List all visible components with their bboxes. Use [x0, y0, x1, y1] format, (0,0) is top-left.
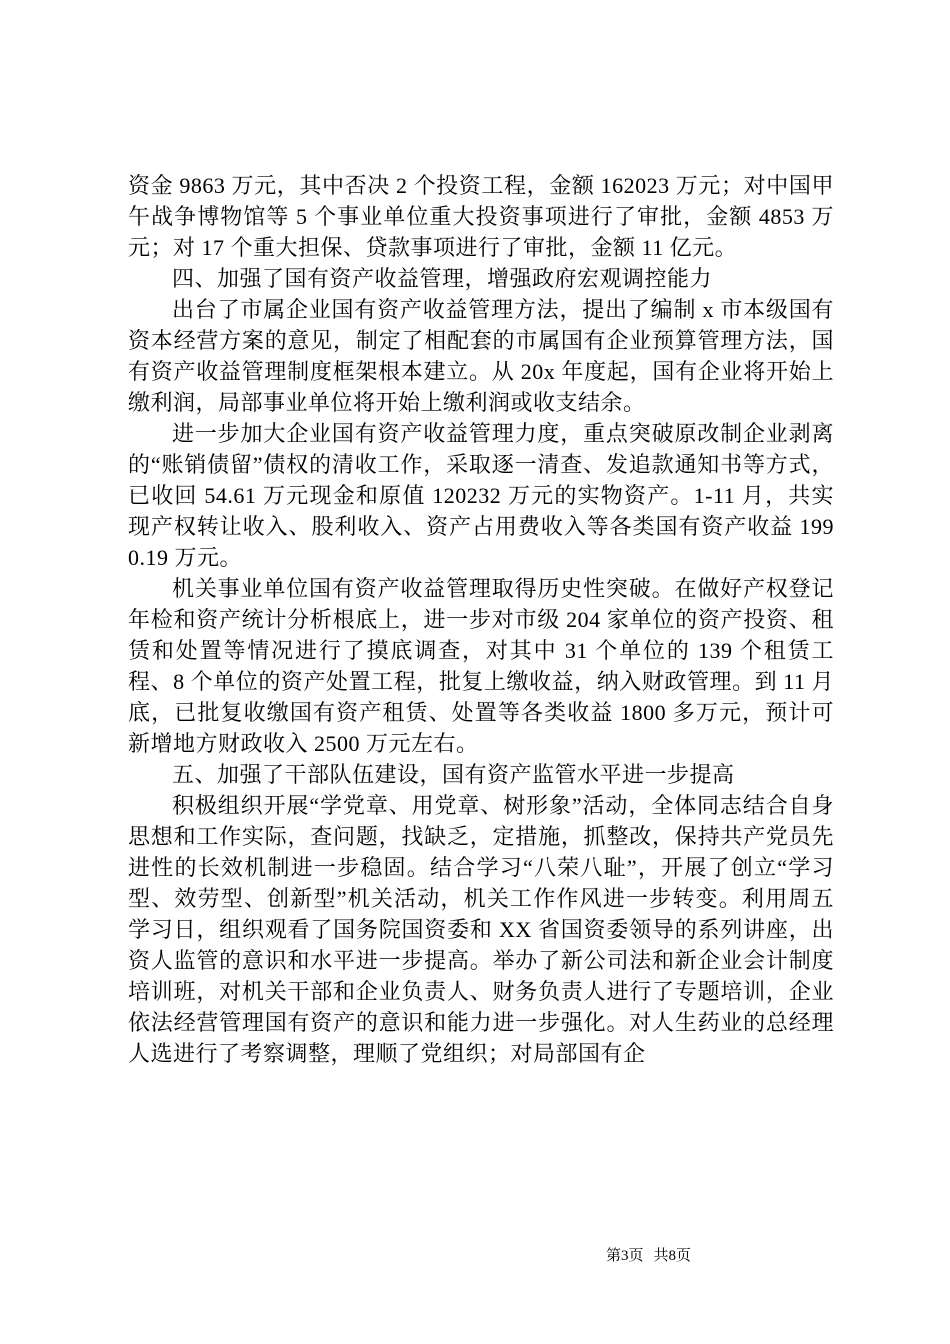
section-heading: 四、加强了国有资产收益管理，增强政府宏观调控能力 [172, 266, 713, 291]
paragraph: 进一步加大企业国有资产收益管理力度，重点突破原改制企业剥离的“账销债留”债权的清收工作，采取逐一清查、发追款通知书等方式，已收回 54.61 万元现金和原值 120232 万元的实物资产。1-11 月，共实现产权转让收入、股利收入、资产占用费收入等各类国有资产收益 1990.19 万元。 [128, 421, 834, 570]
section-heading: 五、加强了干部队伍建设，国有资产监管水平进一步提高 [172, 762, 735, 787]
paragraph: 资金 9863 万元，其中否决 2 个投资工程，金额 162023 万元；对中国甲午战争博物馆等 5 个事业单位重大投资事项进行了审批，金额 4853 万元；对 17 个重大担保、贷款事项进行了审批，金额 11 亿元。 [128, 173, 834, 260]
document-body [128, 170, 834, 1069]
current-page-label: 第3页 [606, 1248, 644, 1264]
paragraph: 机关事业单位国有资产收益管理取得历史性突破。在做好产权登记年检和资产统计分析根底上，进一步对市级 204 家单位的资产投资、租赁和处置等情况进行了摸底调查，对其中 31 个单位的 139 个租赁工程、8 个单位的资产处置工程，批复上缴收益，纳入财政管理。到 11 月底，已批复收缴国有资产租赁、处置等各类收益 1800 多万元，预计可新增地方财政收入 2500 万元左右。 [128, 576, 834, 756]
page-number-indicator [606, 1246, 691, 1266]
paragraph: 出台了市属企业国有资产收益管理方法，提出了编制 x 市本级国有资本经营方案的意见，制定了相配套的市属国有企业预算管理方法，国有资产收益管理制度框架根本建立。从 20x 年度起，国有企业将开始上缴利润，局部事业单位将开始上缴利润或收支结余。 [128, 297, 834, 415]
total-pages-label: 共8页 [653, 1248, 692, 1264]
paragraph: 积极组织开展“学党章、用党章、树形象”活动，全体同志结合自身思想和工作实际，查问题，找缺乏，定措施，抓整改，保持共产党员先进性的长效机制进一步稳固。结合学习“八荣八耻”，开展了创立“学习型、效劳型、创新型”机关活动，机关工作作风进一步转变。利用周五学习日，组织观看了国务院国资委和 XX 省国资委领导的系列讲座，出资人监管的意识和水平进一步提高。举办了新公司法和新企业会计制度培训班，对机关干部和企业负责人、财务负责人进行了专题培训，企业依法经营管理国有资产的意识和能力进一步强化。对人生药业的总经理人选进行了考察调整，理顺了党组织；对局部国有企 [128, 793, 834, 1066]
